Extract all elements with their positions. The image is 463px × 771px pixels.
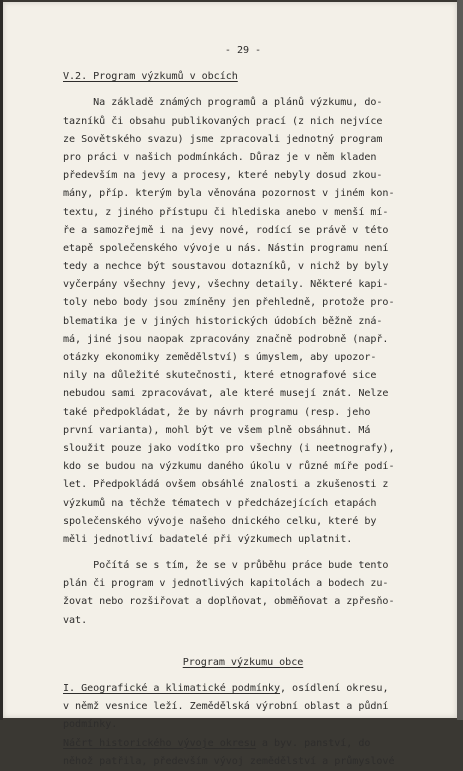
item-2 — [63, 735, 423, 771]
item-2-first-line — [63, 735, 423, 753]
text-line: ře a samozřejmě i na jevy nové, rodící se právě v této — [63, 224, 389, 236]
subheading-text: Program výzkumu obce — [182, 656, 304, 668]
text-line: Počítá se s tím, že se v průběhu práce bude tento — [63, 560, 389, 572]
text-line: ze Sovětského svazu) jsme zpracovali jednotný program — [63, 133, 383, 145]
text-line: společenského vývoje našeho dnického celku, které by — [63, 515, 377, 527]
section-heading — [63, 68, 423, 86]
text-line: v němž vesnice leží. Zemědělská výrobní oblast a půdní — [63, 701, 389, 713]
text-line: především na jevy a procesy, které nebyly dosud zkou- — [63, 170, 383, 182]
text-line: podmínky. — [63, 719, 118, 731]
typed-text — [63, 42, 423, 771]
paragraph-1 — [63, 94, 423, 549]
text-line: plán či program v jednotlivých kapitolách a bodech zu- — [63, 578, 389, 590]
page-number: - 29 - — [224, 45, 262, 56]
text-line: má, jiné jsou naopak zpracovány značně podrobně (např. — [63, 333, 389, 345]
section-heading-text: V.2. Program výzkumů v obcích — [63, 71, 238, 83]
text-line: textu, z jiného přístupu či hlediska anebo v menší mí- — [63, 206, 389, 218]
text-line: výzkumů na těchže tématech v předcházejících etapách — [63, 497, 377, 509]
item-1-rest: , osídlení okresu, — [279, 683, 389, 694]
text-line: let. Předpokládá ovšem obsáhlé znalosti a zkušenosti z — [63, 479, 389, 491]
text-line: tedy a nechce být soustavou dotazníků, v nichž by byly — [63, 261, 389, 273]
item-1-first-line — [63, 680, 423, 698]
text-line: něhož patřila, především vývoj zemědělství a průmyslové — [63, 755, 395, 767]
text-line: otázky ekonomiky zemědělství) s úmyslem, aby upozor- — [63, 352, 377, 363]
text-line: sloužit pouze jako vodítko pro všechny (i neetnografy), — [63, 442, 395, 454]
text-line: Na základě známých programů a plánů výzkumu, do- — [63, 97, 383, 109]
text-line: mány, příp. kterým byla věnována pozornost v jiném kon- — [63, 188, 395, 200]
text-line: tazníků či obsahu publikovaných prací (z nich nejvíce — [63, 115, 383, 127]
subheading — [63, 654, 423, 672]
text-line: také předpokládat, že by návrh programu (resp. jeho — [63, 406, 371, 418]
text-line: toly nebo body jsou zmíněny jen přehledně, protože pro- — [63, 297, 395, 309]
text-line: nebudou sami zpracovávat, ale které musejí znát. Nelze — [63, 388, 389, 400]
text-line: měli jednotliví badatelé při výzkumech uplatnit. — [63, 533, 353, 545]
item-2-rest: a byv. panství, do — [255, 737, 371, 749]
text-line: vat. — [63, 614, 88, 626]
item-1-title: I. Geografické a klimatické podmínky — [63, 683, 280, 694]
document-page — [3, 2, 457, 767]
text-line: žovat nebo rozšiřovat a doplňovat, obměňovat a zpřesňo- — [63, 596, 395, 608]
text-line: pro práci v našich podmínkách. Důraz je v něm kladen — [63, 151, 377, 163]
item-2-title: Náčrt historického vývoje okresu — [63, 737, 256, 749]
text-line: etapě společenského vývoje u nás. Nástin programu není — [63, 242, 389, 254]
text-line: první varianta), mohl být ve všem plně obsáhnut. Má — [63, 424, 371, 436]
text-line: kdo se budou na výzkumu daného úkolu v různé míře podí- — [63, 461, 395, 473]
text-line: nily na důležité skutečnosti, které etnografové sice — [63, 370, 377, 382]
item-1 — [63, 680, 423, 735]
text-line: blematika je v jiných historických údobích běžně zná- — [63, 315, 383, 327]
text-line: vyčerpány všechny jevy, všechny detaily. Některé kapi- — [63, 279, 389, 291]
paragraph-2 — [63, 557, 423, 630]
scan-edge-right — [457, 0, 463, 720]
